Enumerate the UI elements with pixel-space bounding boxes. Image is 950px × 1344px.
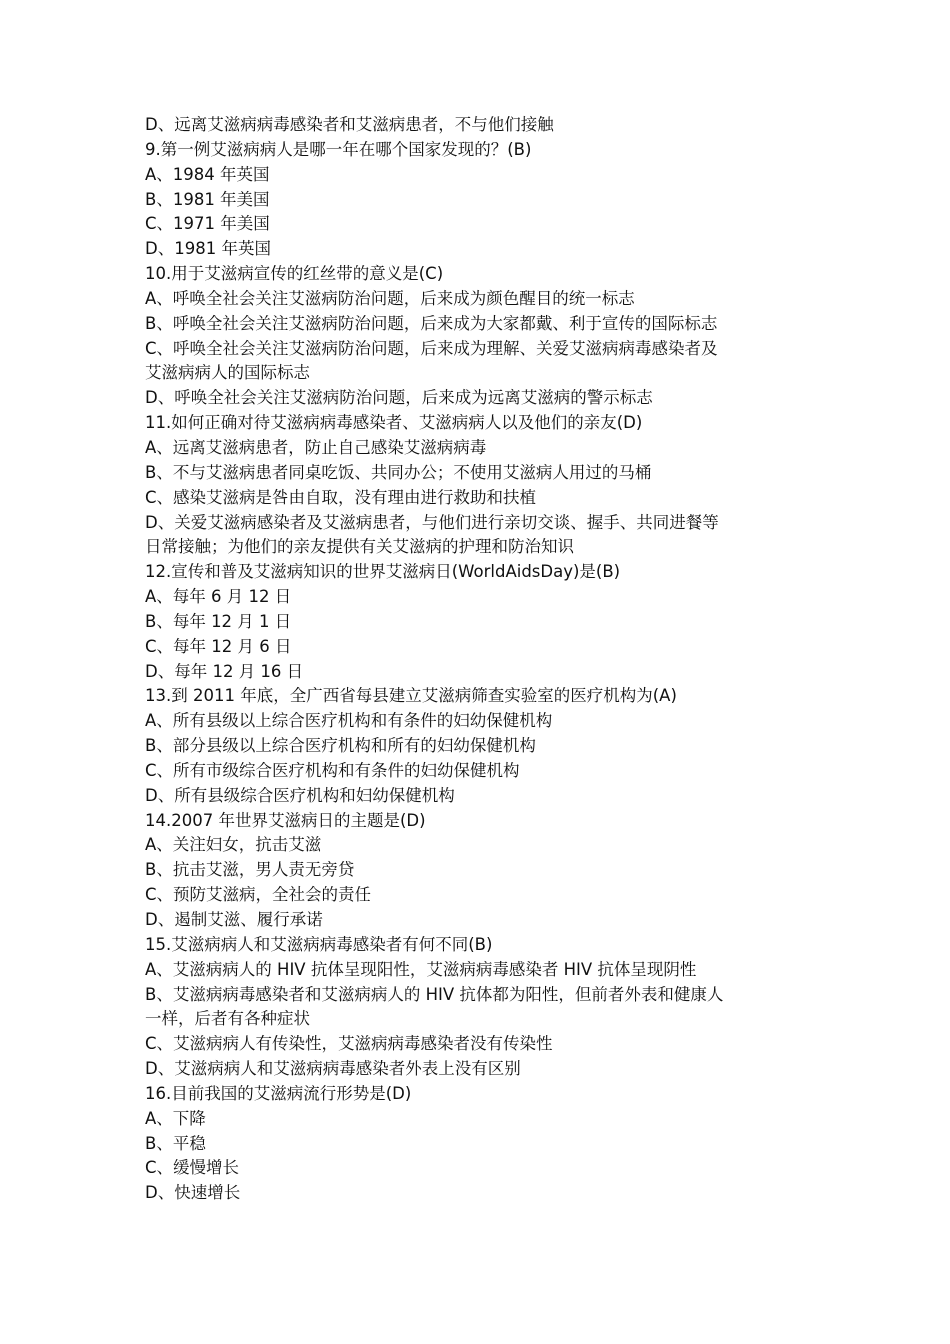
answer-option: C、每年 12 月 6 日 [145, 636, 292, 656]
answer-option: C、感染艾滋病是咎由自取，没有理由进行救助和扶植 [145, 487, 537, 507]
answer-option: B、呼唤全社会关注艾滋病防治问题，后来成为大家都戴、利于宣传的国际标志 [145, 313, 718, 333]
answer-option: C、预防艾滋病，全社会的责任 [145, 885, 372, 905]
answer-option: B、每年 12 月 1 日 [145, 611, 292, 631]
answer-option: C、缓慢增长 [145, 1158, 240, 1178]
question-11: 11.如何正确对待艾滋病病毒感染者、艾滋病病人以及他们的亲友(D) [145, 413, 643, 433]
answer-option: B、抗击艾滋，男人责无旁贷 [145, 860, 355, 880]
question-9: 9.第一例艾滋病病人是哪一年在哪个国家发现的？(B) [145, 139, 532, 159]
answer-option: D、遏制艾滋、履行承诺 [145, 910, 323, 929]
answer-option: B、部分县级以上综合医疗机构和所有的妇幼保健机构 [145, 736, 536, 756]
question-14: 14.2007 年世界艾滋病日的主题是(D) [145, 810, 426, 830]
answer-option: A、远离艾滋病患者，防止自己感染艾滋病病毒 [145, 437, 487, 457]
answer-option: D、1981 年英国 [145, 239, 271, 259]
document-page [145, 113, 813, 1206]
answer-option: A、关注妇女，抗击艾滋 [145, 835, 322, 855]
question-16: 16.目前我国的艾滋病流行形势是(D) [145, 1083, 412, 1103]
answer-option: A、呼唤全社会关注艾滋病防治问题，后来成为颜色醒目的统一标志 [145, 288, 635, 308]
answer-option: B、1981 年美国 [145, 189, 270, 209]
answer-option-continuation: 一样，后者有各种症状 [145, 1009, 310, 1029]
question-12: 12.宣传和普及艾滋病知识的世界艾滋病日(WorldAidsDay)是(B) [145, 562, 621, 582]
answer-option: A、下降 [145, 1108, 206, 1128]
answer-option: A、艾滋病病人的 HIV 抗体呈现阳性，艾滋病病毒感染者 HIV 抗体呈现阴性 [145, 959, 697, 979]
answer-option: C、所有市级综合医疗机构和有条件的妇幼保健机构 [145, 760, 520, 780]
answer-option-continuation: 日常接触；为他们的亲友提供有关艾滋病的护理和防治知识 [145, 537, 574, 557]
answer-option: C、呼唤全社会关注艾滋病防治问题，后来成为理解、关爱艾滋病病毒感染者及 [145, 338, 718, 358]
question-10: 10.用于艾滋病宣传的红丝带的意义是(C) [145, 264, 444, 284]
answer-option: D、快速增长 [145, 1183, 241, 1203]
answer-option: D、每年 12 月 16 日 [145, 661, 304, 681]
answer-option: A、所有县级以上综合医疗机构和有条件的妇幼保健机构 [145, 711, 553, 731]
answer-option: C、艾滋病病人有传染性，艾滋病病毒感染者没有传染性 [145, 1034, 553, 1054]
answer-option: C、1971 年美国 [145, 214, 270, 234]
answer-option: B、不与艾滋病患者同桌吃饭、共同办公；不使用艾滋病人用过的马桶 [145, 462, 652, 482]
answer-option: B、艾滋病病毒感染者和艾滋病病人的 HIV 抗体都为阳性，但前者外表和健康人 [145, 984, 724, 1004]
answer-option: D、所有县级综合医疗机构和妇幼保健机构 [145, 785, 455, 805]
question-15: 15.艾滋病病人和艾滋病病毒感染者有何不同(B) [145, 934, 493, 954]
answer-option: D、远离艾滋病病毒感染者和艾滋病患者，不与他们接触 [145, 115, 554, 134]
answer-option-continuation: 艾滋病病人的国际标志 [145, 363, 310, 383]
answer-option: D、关爱艾滋病感染者及艾滋病患者，与他们进行亲切交谈、握手、共同进餐等 [145, 512, 719, 532]
answer-option: A、每年 6 月 12 日 [145, 587, 292, 607]
answer-option: B、平稳 [145, 1133, 206, 1153]
answer-option: A、1984 年英国 [145, 164, 270, 184]
answer-option: D、呼唤全社会关注艾滋病防治问题，后来成为远离艾滋病的警示标志 [145, 388, 653, 408]
answer-option: D、艾滋病病人和艾滋病病毒感染者外表上没有区别 [145, 1059, 521, 1079]
question-13: 13.到 2011 年底，全广西省每县建立艾滋病筛查实验室的医疗机构为(A) [145, 686, 677, 706]
